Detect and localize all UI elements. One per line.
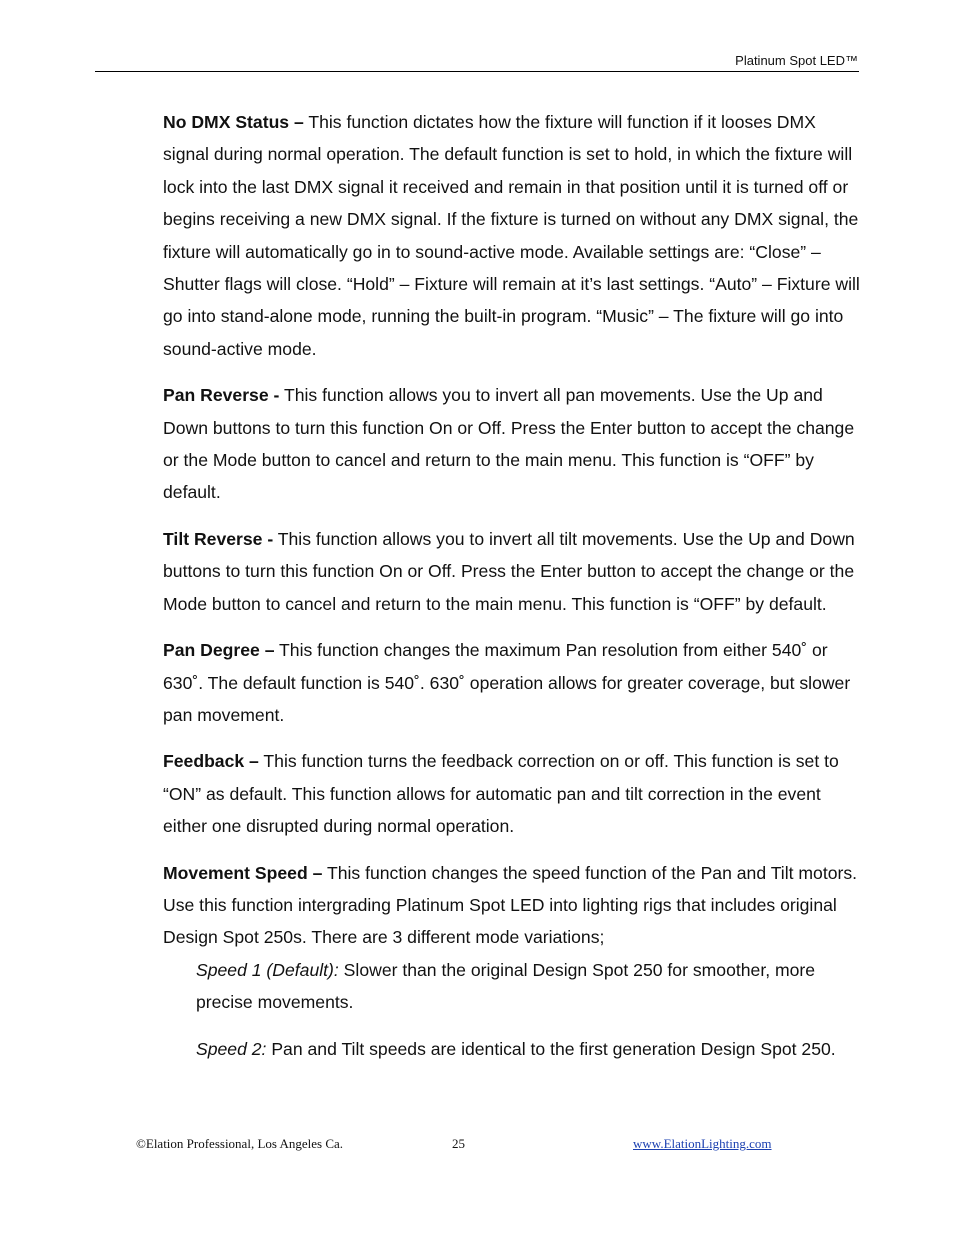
footer-website-link[interactable]: www.ElationLighting.com (633, 1136, 772, 1151)
speed-mode-text: Pan and Tilt speeds are identical to the first generation Design Spot 250. (266, 1038, 836, 1059)
page-body (163, 106, 863, 1065)
section-no-dmx-status (163, 106, 863, 365)
footer-copyright: ©Elation Professional, Los Angeles Ca. (136, 1136, 344, 1151)
section-term: Movement Speed – (163, 862, 323, 883)
speed-mode-label: Speed 1 (Default): (196, 959, 339, 980)
section-term: Pan Reverse - (163, 385, 280, 406)
section-text: This function changes the maximum Pan resolution from either 540˚ or 630˚. The default function is 540˚. 630˚ operation allows for greater coverage, but slower pan movement. (163, 640, 851, 725)
section-text: This function allows you to invert all pan movements. Use the Up and Down buttons to turn this function On or Off. Press the Enter button to accept the change or the Mode button to cancel and return to the main menu. This function is “OFF” by default. (163, 385, 855, 503)
section-text: This function changes the speed function of the Pan and Tilt motors. Use this function intergrading Platinum Spot LED into lighting rigs that includes original Design Spot 250s. There are 3 different mode variations; (163, 862, 858, 948)
speed-mode-text: Slower than the original Design Spot 250 for smoother, more precise movements. (196, 959, 816, 1013)
running-header-title: Platinum Spot LED™ (735, 53, 858, 68)
section-text: This function allows you to invert all tilt movements. Use the Up and Down buttons to turn this function On or Off. Press the Enter button to accept the change or the Mode button to cancel and return to the main menu. This function is “OFF” by default. (163, 528, 855, 614)
section-pan-degree (163, 634, 863, 731)
section-movement-speed (163, 857, 863, 954)
footer-page-number: 25 (452, 1136, 465, 1151)
section-term: No DMX Status – (163, 112, 304, 132)
section-text: This function turns the feedback correction on or off. This function is set to “ON” as default. This function allows for automatic pan and tilt correction in the event either one disrupted during normal operation. (163, 751, 839, 837)
section-term: Pan Degree – (163, 640, 275, 661)
section-term: Tilt Reverse - (163, 528, 274, 549)
section-pan-reverse (163, 379, 863, 509)
speed-mode-1 (196, 954, 863, 1019)
header-divider (95, 71, 859, 72)
section-tilt-reverse (163, 523, 863, 620)
section-text: This function dictates how the fixture will function if it looses DMX signal during normal operation. The default function is set to hold, in which the fixture will lock into the last DMX signal it received and remain in that position until it is turned off or begins receiving a new DMX signal. If the fixture is turned on without any DMX signal, the fixture will automatically go in to sound-active mode. Available settings are: “Close” – Shutter flags will close. “Hold” – Fixture will remain at it’s last settings. “Auto” – Fixture will go into stand-alone mode, running the built-in program. “Music” – The fixture will go into sound-active mode. (163, 112, 860, 359)
section-term: Feedback – (163, 751, 259, 772)
speed-mode-2 (196, 1033, 863, 1065)
speed-mode-label: Speed 2: (196, 1038, 267, 1059)
section-feedback (163, 745, 863, 842)
